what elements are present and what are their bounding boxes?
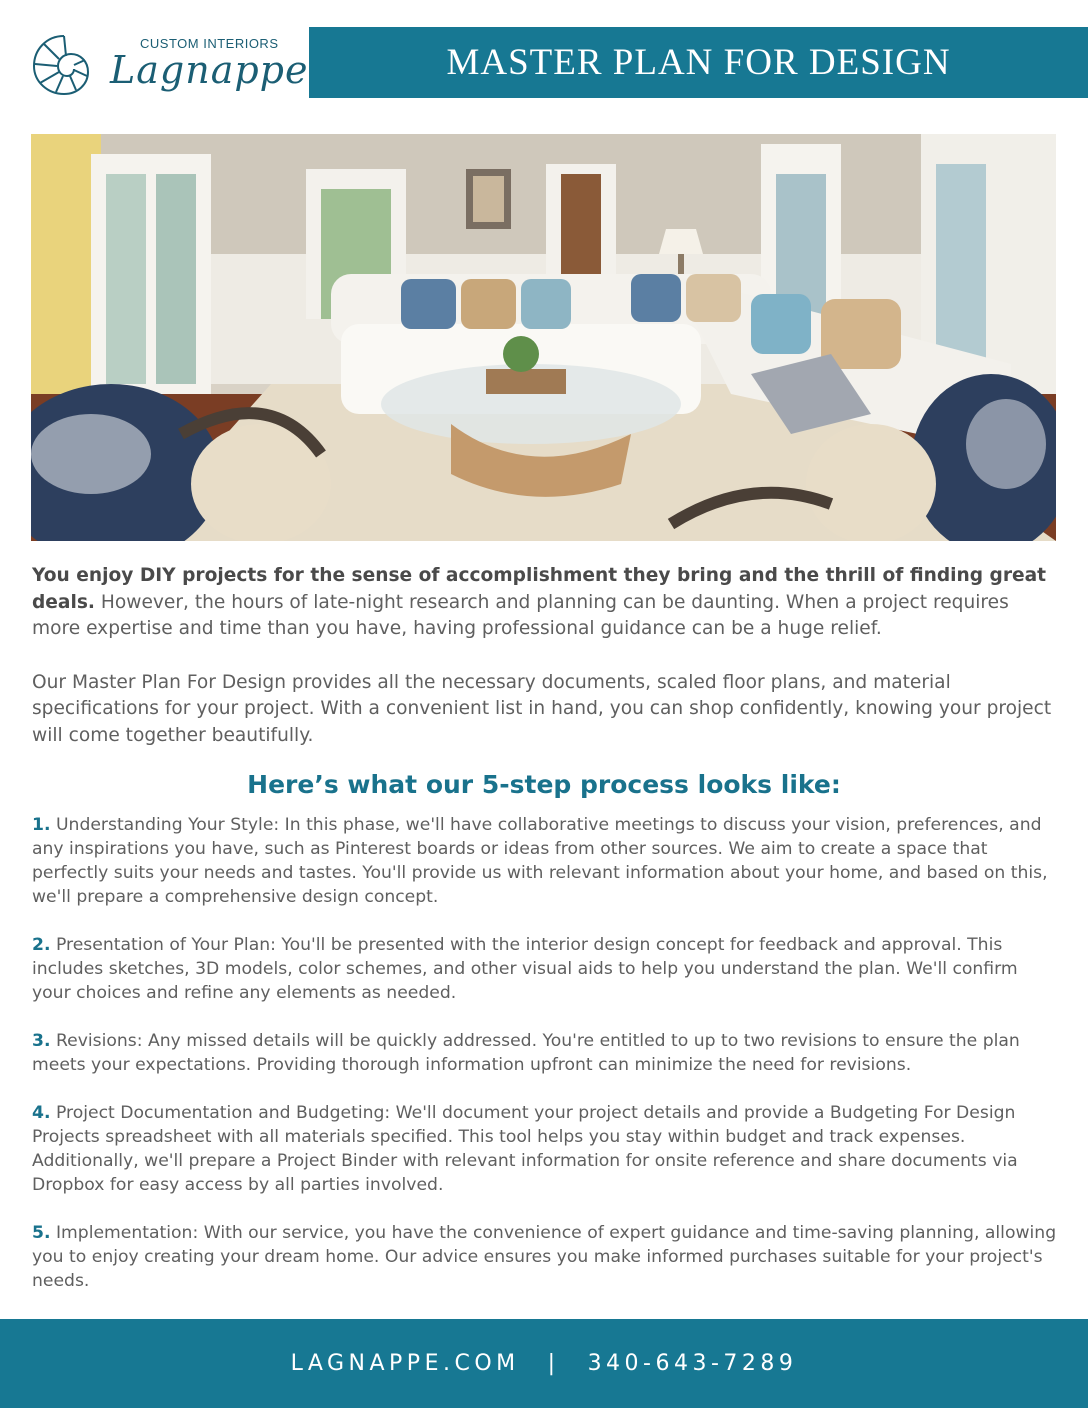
intro-section (32, 563, 1062, 749)
logo-wordmark: Lagnappe (110, 48, 309, 92)
nautilus-shell-icon (30, 30, 100, 100)
step-number: 3. (32, 1031, 51, 1051)
step-text: Presentation of Your Plan: You'll be presented with the interior design concept for feedback and approval. This includes sketches, 3D models, color schemes, and other visual aids to help you understand the plan. We'll confirm your choices and refine any elements as needed. (32, 935, 1018, 1003)
process-steps-list (32, 813, 1060, 1317)
step-number: 5. (32, 1223, 51, 1243)
step-number: 4. (32, 1103, 51, 1123)
process-heading: Here’s what our 5-step process looks like: (247, 770, 841, 799)
intro-paragraph-2: Our Master Plan For Design provides all the necessary documents, scaled floor plans, and material specifications for your project. With a convenient list in hand, you can shop confidently, knowing your project will come together beautifully. (32, 671, 1052, 746)
step-text: Implementation: With our service, you have the convenience of expert guidance and time-saving planning, allowing you to enjoy creating your dream home. Our advice ensures you make informed purchases suitable for your project's needs. (32, 1223, 1057, 1291)
footer-separator: | (547, 1351, 560, 1376)
website-link[interactable]: LAGNAPPE.COM (290, 1351, 520, 1376)
step-text: Understanding Your Style: In this phase, we'll have collaborative meetings to discuss your vision, preferences, and any inspirations you have, such as Pinterest boards or ideas from other sources. We aim to create a space that perfectly suits your needs and tastes. You'll provide us with relevant information about your home, and based on this, we'll prepare a comprehensive design concept. (32, 815, 1048, 907)
process-step (32, 933, 1060, 1005)
page-title: MASTER PLAN FOR DESIGN (446, 42, 951, 83)
process-step (32, 1101, 1060, 1197)
hero-image-living-room (31, 134, 1056, 541)
intro-paragraph-1 (32, 563, 1062, 643)
phone-number[interactable]: 340-643-7289 (587, 1351, 798, 1376)
process-step (32, 1029, 1060, 1077)
process-step (32, 813, 1060, 909)
title-banner (309, 27, 1088, 98)
step-text: Revisions: Any missed details will be quickly addressed. You're entitled to up to two revisions to ensure the plan meets your expectations. Providing thorough information upfront can minimize the need for revisions. (32, 1031, 1020, 1075)
brand-logo[interactable] (30, 30, 309, 100)
living-room-illustration (31, 134, 1056, 541)
intro-lead: You enjoy DIY projects for the sense of accomplishment they bring and the thrill of finding great deals. (32, 565, 1047, 613)
step-number: 2. (32, 935, 51, 955)
step-number: 1. (32, 815, 51, 835)
step-text: Project Documentation and Budgeting: We'll document your project details and provide a Budgeting For Design Projects spreadsheet with all materials specified. This tool helps you stay within budget and track expenses. Additionally, we'll prepare a Project Binder with relevant information for onsite reference and share documents via Dropbox for easy access by all parties involved. (32, 1103, 1018, 1195)
footer-bar (0, 1319, 1088, 1408)
process-step (32, 1221, 1060, 1293)
logo-subtitle: CUSTOM INTERIORS (140, 36, 279, 51)
intro-lead-rest: However, the hours of late-night research and planning can be daunting. When a project requires more expertise and time than you have, having professional guidance can be a huge relief. (32, 591, 1009, 639)
